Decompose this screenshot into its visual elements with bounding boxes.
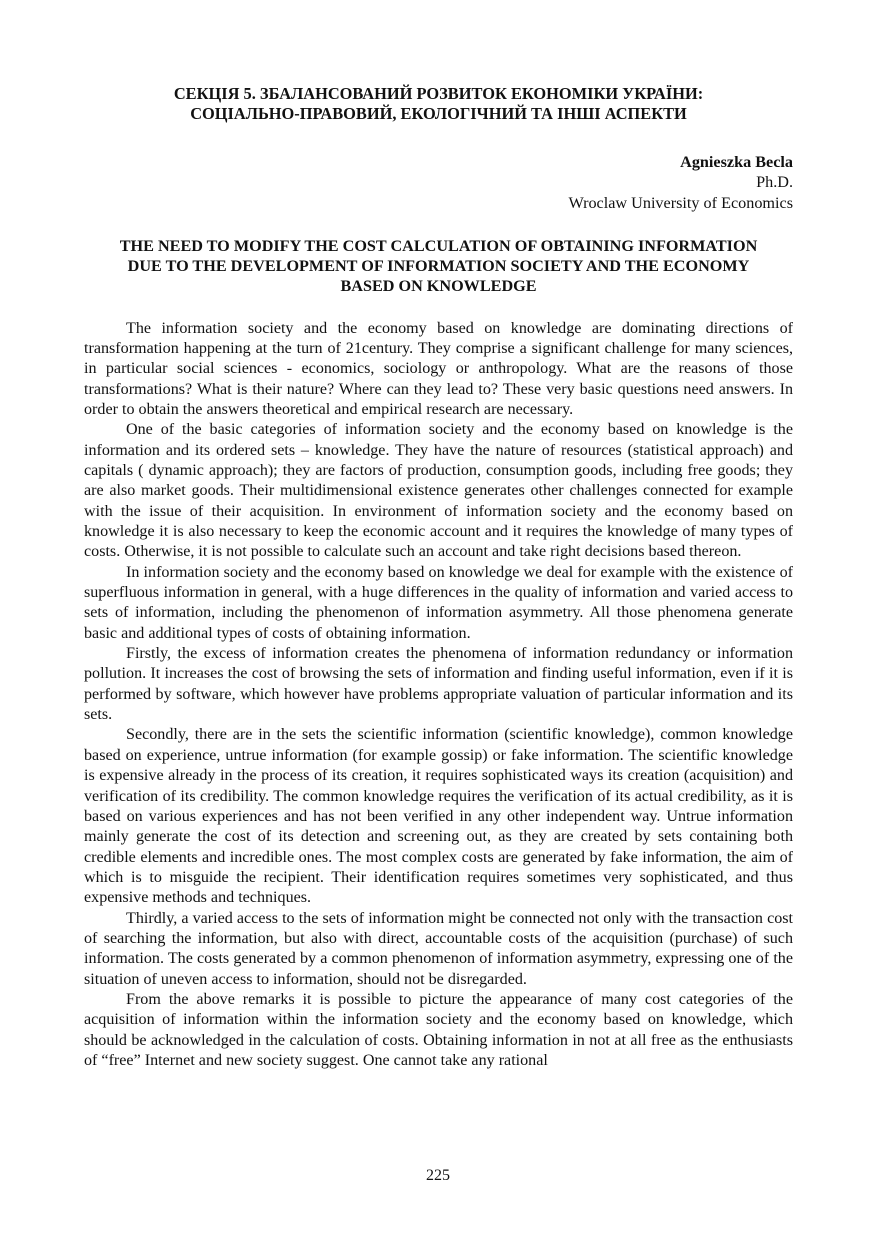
paper-title-line-2: DUE TO THE DEVELOPMENT OF INFORMATION SOCIETY AND THE ECONOMY bbox=[127, 257, 750, 276]
section-header-line-1: СЕКЦІЯ 5. ЗБАЛАНСОВАНИЙ РОЗВИТОК ЕКОНОМІКИ УКРАЇНИ: bbox=[173, 84, 704, 103]
paragraph: In information society and the economy based on knowledge we deal for example with the existence of superfluous information in general, with a huge differences in the quality of information and varied access to sets of information, including the phenomenon of information asymmetry. All those phenomena generate basic and additional types of costs of obtaining information. bbox=[84, 563, 793, 642]
section-header bbox=[84, 84, 793, 124]
author-block bbox=[84, 152, 793, 213]
paper-title-line-3: BASED ON KNOWLEDGE bbox=[340, 276, 537, 295]
paper-title bbox=[84, 237, 793, 296]
author-name: Agnieszka Becla bbox=[680, 153, 793, 171]
author-affiliation: Wroclaw University of Economics bbox=[568, 193, 793, 212]
paragraph: The information society and the economy based on knowledge are dominating directions of transformation happening at the turn of 21century. They comprise a significant challenge for many sciences, in particular social sciences - economics, sociology or anthropology. What are the reasons of those transformations? What is their nature? Where can they lead to? These very basic questions need answers. In order to obtain the answers theoretical and empirical research are necessary. bbox=[84, 319, 793, 418]
paragraph: Firstly, the excess of information creates the phenomena of information redundancy or information pollution. It increases the cost of browsing the sets of information and finding useful information, even if it is performed by software, which however have problems appropriate valuation of particular information and its sets. bbox=[84, 645, 793, 724]
paragraph: From the above remarks it is possible to picture the appearance of many cost categories of the acquisition of information within the information society and the economy based on knowledge, which should be acknowledged in the calculation of costs. Obtaining information in not at all free as the enthusiasts of “free” Internet and new society suggest. One cannot take any rational bbox=[84, 990, 793, 1069]
paper-title-line-1: THE NEED TO MODIFY THE COST CALCULATION OF OBTAINING INFORMATION bbox=[119, 237, 758, 256]
section-header-line-2: СОЦІАЛЬНО-ПРАВОВИЙ, ЕКОЛОГІЧНИЙ ТА ІНШІ АСПЕКТИ bbox=[190, 104, 687, 123]
page-number: 225 bbox=[426, 1167, 450, 1184]
author-degree: Ph.D. bbox=[756, 173, 793, 192]
paragraph: Thirdly, a varied access to the sets of information might be connected not only with the transaction cost of searching the information, but also with direct, accountable costs of the acquisition (purchase) of such information. The costs generated by a common phenomenon of information asymmetry, expressing one of the situation of uneven access to information, should not be disregarded. bbox=[84, 909, 793, 988]
document-page bbox=[84, 84, 793, 1071]
body-text bbox=[84, 319, 793, 1072]
paragraph: Secondly, there are in the sets the scientific information (scientific knowledge), common knowledge based on experience, untrue information (for example gossip) or fake information. The scientific knowledge is expensive already in the process of its creation, it requires sophisticated ways its creation (acquisition) and verification of its credibility. The common knowledge requires the verification of its actual credibility, as it is based on various experiences and has not been verified in any other independent way. Untrue information mainly generate the cost of its detection and screening out, as they are created by sets containing both credible elements and incredible ones. The most complex costs are generated by fake information, the aim of which is to misguide the recipient. Their identification requires sometimes very sophisticated, and thus expensive methods and techniques. bbox=[84, 726, 793, 907]
paragraph: One of the basic categories of information society and the economy based on knowledge is the information and its ordered sets – knowledge. They have the nature of resources (statistical approach) and capitals ( dynamic approach); they are factors of production, consumption goods, including free goods; they are also market goods. Their multidimensional existence generates other challenges connected for example with the issue of their acquisition. In environment of information society and the economy based on knowledge it is also necessary to keep the economic account and it requires the knowledge of many types of costs. Otherwise, it is not possible to calculate such an account and take right decisions based thereon. bbox=[84, 421, 793, 561]
